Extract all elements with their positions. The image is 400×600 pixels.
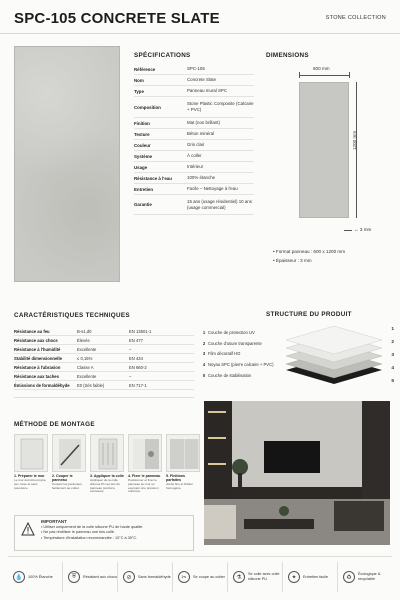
dimension-bullet-text: Format panneau : 600 x 1200 mm xyxy=(275,249,346,254)
spec-key: Résistance à l'eau xyxy=(134,175,172,181)
important-title: IMPORTANT xyxy=(41,519,67,524)
dimension-bullet-text: Épaisseur : 3 mm xyxy=(275,258,312,263)
stack-number-2: 2 xyxy=(391,340,394,345)
feature-label: Se colle avec colle silicone PU xyxy=(248,572,280,581)
dimension-thickness: 3 mm xyxy=(359,227,372,232)
layer-item xyxy=(200,370,280,381)
width-tick-left xyxy=(299,72,300,78)
important-notice xyxy=(14,515,194,551)
spec-value: Facile – Nettoyage à l'eau xyxy=(187,186,238,192)
layer-label: Noyau SPC (pierre calcaire + PVC) xyxy=(208,362,274,368)
feature-icons-bar xyxy=(8,562,392,592)
header xyxy=(0,0,400,34)
spec-value: Panneau mural SPC xyxy=(187,88,228,94)
spec-row xyxy=(134,162,254,173)
installation-step xyxy=(90,434,124,494)
section-divider xyxy=(14,397,194,398)
feature-item xyxy=(173,562,228,592)
technical-cell: ≤ 0,15% xyxy=(77,355,93,361)
layer-item xyxy=(200,349,280,360)
technical-row xyxy=(14,354,194,363)
feature-item xyxy=(8,562,63,592)
feature-label: Se coupe au cutter xyxy=(193,574,225,579)
feature-label: Écologique & recyclable xyxy=(358,572,381,581)
dimension-bullet xyxy=(273,256,345,265)
spec-key: Type xyxy=(134,88,144,94)
layer-label: Couche de stabilisation xyxy=(208,373,252,379)
technical-row xyxy=(14,327,194,336)
spec-value: 15 ans (usage résidentiel) 10 ans (usage commercial) xyxy=(187,198,252,210)
feature-item xyxy=(338,562,392,592)
technical-row xyxy=(14,363,194,372)
step-description: Le mur doit être propre, sec, lisse et sans poussière. xyxy=(14,478,47,490)
step-description: Joints fins et finition homogène. xyxy=(166,482,193,490)
spec-key: Nom xyxy=(134,77,144,83)
important-line-1: • Utiliser uniquement de la colle silicone PU de haute qualité. xyxy=(41,524,144,529)
technical-row xyxy=(14,336,194,345)
spec-value: Stone Plastic Composite (Calcaire + PVC) xyxy=(187,101,254,112)
step-title: 3. Appliquer la colle xyxy=(90,474,124,478)
technical-cell: Excellente xyxy=(77,346,97,352)
spec-row xyxy=(134,64,254,75)
width-tick-right xyxy=(349,72,350,78)
spec-key: Usage xyxy=(134,164,148,170)
layer-stack-illustration xyxy=(282,318,394,388)
thickness-marker xyxy=(344,230,352,231)
technical-cell: Résistance au feu xyxy=(14,328,50,334)
spec-key: Garantie xyxy=(134,202,152,207)
maintenance-icon: ✦ xyxy=(288,571,300,583)
dimension-width: 600 mm xyxy=(313,66,330,71)
technical-cell: EN 477 xyxy=(129,337,143,343)
step-title: 5. Finitions parfaites xyxy=(166,474,185,482)
technical-cell: B-s1,d0 xyxy=(77,328,92,334)
spec-key: Couleur xyxy=(134,142,151,148)
product-title: SPC-105 CONCRETE SLATE xyxy=(14,10,220,27)
dimension-bullet xyxy=(273,247,345,256)
technical-cell: EN 434 xyxy=(129,355,143,361)
layer-number: 2 xyxy=(202,340,206,346)
cutter-icon: ✂ xyxy=(178,571,190,583)
feature-label: Entretien facile xyxy=(303,574,329,579)
spec-value: Mat (non brillant) xyxy=(187,120,220,126)
layer-number: 1 xyxy=(202,329,206,335)
step-illustration xyxy=(14,434,48,472)
feature-item xyxy=(228,562,283,592)
specifications-title: SPÉCIFICATIONS xyxy=(134,52,191,59)
installation-step xyxy=(14,434,48,494)
step-title: 1. Préparer le mur xyxy=(14,474,45,478)
spec-row xyxy=(134,184,254,195)
stack-number-4: 4 xyxy=(391,366,394,371)
dimension-height: 1200 mm xyxy=(352,130,357,150)
width-dimension-line xyxy=(299,75,349,76)
installation-step xyxy=(166,434,200,494)
technical-cell: EN 660-2 xyxy=(129,364,147,370)
technical-cell: Résistance à l'abrasion xyxy=(14,364,61,370)
step-illustration xyxy=(52,434,86,472)
spec-key: Système xyxy=(134,153,153,159)
step-title: 4. Fixer le panneau xyxy=(128,474,161,478)
spec-row xyxy=(134,75,254,86)
technical-cell: Excellente xyxy=(77,373,97,379)
height-dimension-line xyxy=(356,82,357,218)
technical-cell: Résistance aux taches xyxy=(14,373,59,379)
feature-label: 100% Étanche xyxy=(28,574,53,579)
spec-key: Composition xyxy=(134,104,161,110)
feature-label: Résistant aux chocs xyxy=(83,574,117,579)
installation-step xyxy=(128,434,162,494)
technical-cell: Stabilité dimensionnelle xyxy=(14,355,62,361)
footer-divider xyxy=(8,556,392,557)
no-formaldehyde-icon: ⊘ xyxy=(123,571,135,583)
stack-number-1: 1 xyxy=(391,327,394,332)
technical-cell: Émissions de formaldéhyde xyxy=(14,382,70,388)
layer-number: 3 xyxy=(202,351,206,357)
layer-label: Couche d'usure transparente xyxy=(208,340,262,346)
feature-item xyxy=(63,562,118,592)
layer-label: Film décoratif HD xyxy=(208,351,241,357)
panel-sample-image xyxy=(14,46,120,282)
technical-cell: EN 717-1 xyxy=(129,382,147,388)
shield-icon: ⛨ xyxy=(68,571,80,583)
spec-row xyxy=(134,173,254,184)
layer-list xyxy=(200,327,280,381)
layer-label: Couche de protection UV xyxy=(208,329,255,335)
bullet-icon: • xyxy=(273,258,276,263)
technical-table xyxy=(14,327,194,390)
spec-value: 100% étanche xyxy=(187,175,216,181)
structure-title: STRUCTURE DU PRODUIT xyxy=(266,311,352,318)
technical-cell: Résistance aux chocs xyxy=(14,337,58,343)
spec-key: Finition xyxy=(134,120,150,126)
step-illustration xyxy=(166,434,200,472)
technical-cell: E0 (très faible) xyxy=(77,382,105,388)
spec-row xyxy=(134,140,254,151)
layer-item xyxy=(200,359,280,370)
layer-item xyxy=(200,338,280,349)
spec-value: À coller xyxy=(187,153,202,159)
step-title: 2. Couper le panneau xyxy=(52,474,73,482)
spec-value: Intérieur xyxy=(187,164,204,170)
drop-icon: 💧 xyxy=(13,571,25,583)
room-photo-svg xyxy=(204,401,390,545)
technical-cell: – xyxy=(129,346,132,352)
dimensions-title: DIMENSIONS xyxy=(266,52,309,59)
technical-row xyxy=(14,372,194,381)
collection-label: STONE COLLECTION xyxy=(325,15,386,21)
installation-title: MÉTHODE DE MONTAGE xyxy=(14,421,95,428)
spec-key: Référence xyxy=(134,66,156,72)
step-description: Coupez les panneaux facilement au cutter. xyxy=(52,482,82,490)
technical-cell: Classe A xyxy=(77,364,94,370)
technical-cell: Élevée xyxy=(77,337,90,343)
dimension-panel-drawing xyxy=(299,82,349,218)
step-illustration xyxy=(128,434,162,472)
spec-key: Texture xyxy=(134,131,150,137)
technical-row xyxy=(14,345,194,354)
spec-value: Concrete Slate xyxy=(187,77,217,83)
stack-number-5: 5 xyxy=(391,379,394,384)
spec-value: SPC-105 xyxy=(187,66,205,72)
dimension-thickness-wrap xyxy=(354,227,371,232)
spec-row xyxy=(134,195,254,215)
layer-item xyxy=(200,327,280,338)
technical-cell: EN 13501-1 xyxy=(129,328,152,334)
installation-step xyxy=(52,434,86,494)
step-description: Positionner et fixer le panneau au mur en exerçant une pression uniforme. xyxy=(128,478,159,494)
spec-row xyxy=(134,86,254,97)
technical-cell: – xyxy=(129,373,132,379)
specifications-table xyxy=(134,64,254,215)
spec-value: Béton minéral xyxy=(187,131,215,137)
feature-item xyxy=(283,562,338,592)
important-line-3: • Température d'installation recommandée : 10°C à 35°C. xyxy=(41,535,138,540)
feature-label: Sans formaldéhyde xyxy=(138,574,171,579)
warning-icon xyxy=(21,522,35,536)
layer-number: 5 xyxy=(202,373,206,379)
technical-row xyxy=(14,381,194,390)
layer-stack-svg xyxy=(282,318,394,388)
glue-icon: ⚗ xyxy=(233,571,245,583)
bullet-icon: • xyxy=(273,249,276,254)
eco-icon: ♻ xyxy=(343,571,355,583)
technical-title: CARACTÉRISTIQUES TECHNIQUES xyxy=(14,312,130,319)
spec-value: Gris clair xyxy=(187,142,205,148)
arrow-icon: ↔ xyxy=(354,227,360,232)
spec-row xyxy=(134,97,254,118)
spec-row xyxy=(134,129,254,140)
spec-key: Entretien xyxy=(134,186,154,192)
installation-steps xyxy=(14,434,200,494)
spec-row xyxy=(134,118,254,129)
step-description: Appliquer de la colle silicone PU au dos du panneau (cordons verticaux). xyxy=(90,478,120,494)
step-illustration xyxy=(90,434,124,472)
technical-cell: Résistance à l'humidité xyxy=(14,346,61,352)
important-line-2: • Ne pas réutiliser le panneau une fois collé. xyxy=(41,530,115,534)
feature-item xyxy=(118,562,173,592)
spec-row xyxy=(134,151,254,162)
room-photo xyxy=(204,401,390,545)
layer-number: 4 xyxy=(202,362,206,368)
dimension-bullets xyxy=(273,247,345,265)
stack-number-3: 3 xyxy=(391,353,394,358)
